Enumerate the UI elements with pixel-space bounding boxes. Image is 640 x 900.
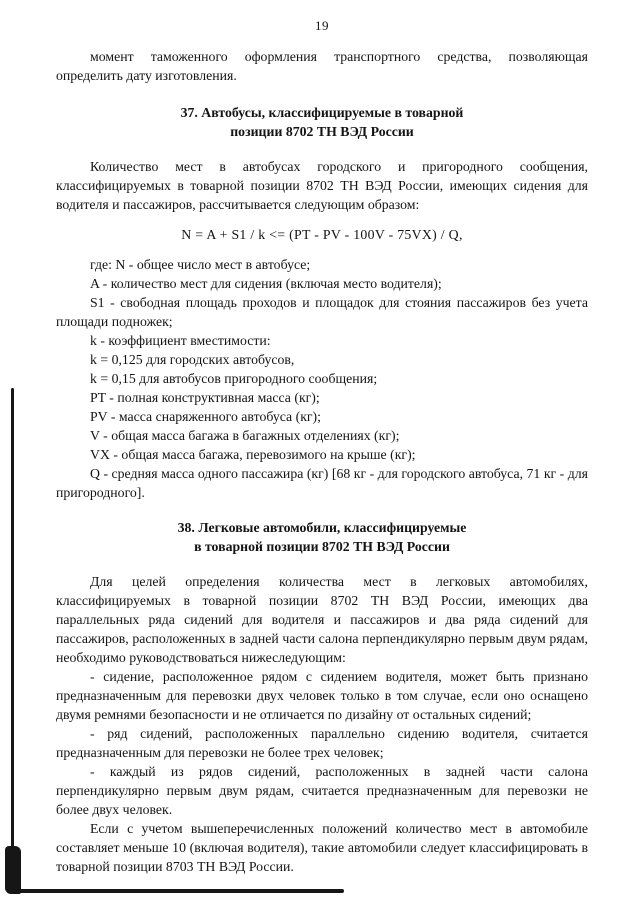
list-item: - сидение, расположенное рядом с сидением водителя, может быть признано предназначенным для перевозки двух человек только в том случае, если оно оснащено двумя ремнями безопасности и не отличается по дизайну от остальных сидений;: [56, 669, 588, 722]
formula-definition: A - количество мест для сидения (включая место водителя);: [90, 276, 442, 291]
section-38-heading: [56, 518, 588, 556]
section-38-paragraph: Для целей определения количества мест в легковых автомобилях, классифицируемых в товарной позиции 8702 ТН ВЭД России, имеющих два параллельных ряда сидений для водителя и пассажиров и два ряда сидений для пассажиров, расположенных в задней части салона перпендикулярно первым двум рядам, необходимо руководствоваться нижеследующим:: [56, 574, 588, 665]
list-item: - каждый из рядов сидений, расположенных в задней части салона перпендикулярно первым двум рядам, считается предназначенным для перевозки не более двух человек.: [56, 764, 588, 817]
closing-paragraph: Если с учетом вышеперечисленных положений количество мест в автомобиле составляет меньше 10 (включая водителя), такие автомобили следует классифицировать в товарной позиции 8703 ТН ВЭД России.: [56, 821, 588, 874]
scan-artifact-bottom-blob: [5, 846, 21, 894]
section-37-paragraph: Количество мест в автобусах городского и пригородного сообщения, классифицируемых в товарной позиции 8702 ТН ВЭД России, имеющих сидения для водителя и пассажиров, рассчитывается следующим образом:: [56, 159, 588, 212]
formula-definition: k = 0,125 для городских автобусов,: [90, 352, 295, 367]
formula-definition: k - коэффициент вместимости:: [90, 333, 271, 348]
formula-definition: где: N - общее число мест в автобусе;: [90, 257, 311, 272]
section-37-heading-line1: 37. Автобусы, классифицируемые в товарной: [180, 105, 464, 120]
formula-definition: k = 0,15 для автобусов пригородного сообщения;: [90, 371, 378, 386]
section-37-heading: [56, 103, 588, 141]
formula-definition: Q - средняя масса одного пассажира (кг) [68 кг - для городского автобуса, 71 кг - для пригородного].: [56, 466, 588, 500]
scan-artifact-left-line: [11, 388, 14, 893]
formula-definition: V - общая масса багажа в багажных отделениях (кг);: [90, 428, 400, 443]
intro-paragraph: момент таможенного оформления транспортного средства, позволяющая определить дату изготовления.: [56, 49, 588, 83]
list-item: - ряд сидений, расположенных параллельно сидению водителя, считается предназначенным для перевозки не более трех человек;: [56, 726, 588, 760]
formula: N = A + S1 / k <= (PT - PV - 100V - 75VX) / Q,: [181, 227, 463, 242]
section-38-heading-line1: 38. Легковые автомобили, классифицируемые: [177, 520, 467, 535]
formula-definition: S1 - свободная площадь проходов и площадок для стояния пассажиров без учета площади подножек;: [56, 295, 588, 329]
formula-definition: PV - масса снаряженного автобуса (кг);: [90, 409, 321, 424]
section-37-heading-line2: позиции 8702 ТН ВЭД России: [230, 124, 414, 139]
section-38-heading-line2: в товарной позиции 8702 ТН ВЭД России: [194, 539, 450, 554]
formula-definition: PT - полная конструктивная масса (кг);: [90, 390, 320, 405]
scan-artifact-bottom-line: [16, 889, 344, 893]
page-number: 19: [315, 18, 329, 33]
formula-definition: VX - общая масса багажа, перевозимого на крыше (кг);: [90, 447, 416, 462]
